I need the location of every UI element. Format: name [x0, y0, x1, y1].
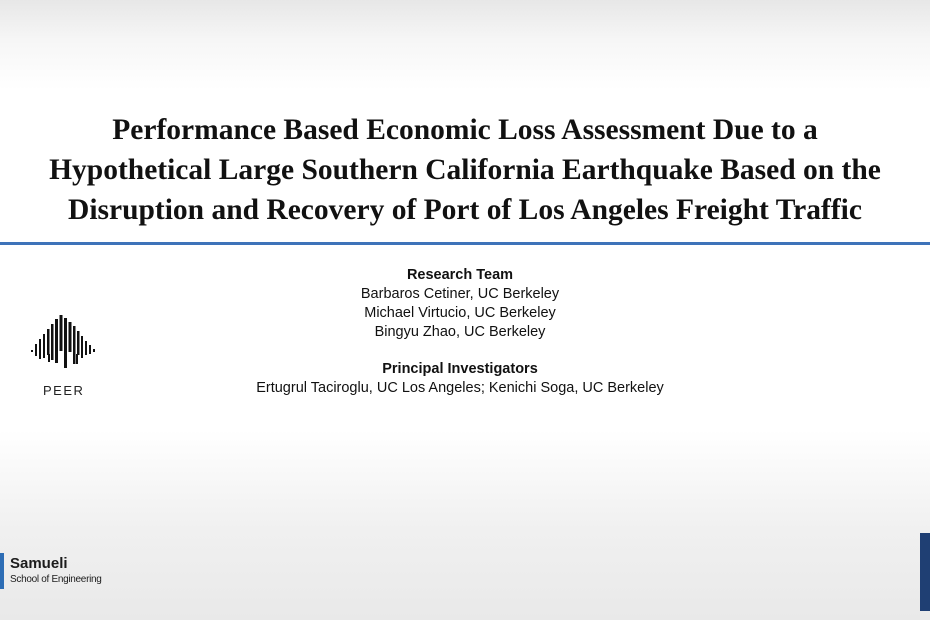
samueli-accent-bar	[0, 553, 4, 589]
samueli-subtitle: School of Engineering	[10, 574, 102, 585]
research-team-heading: Research Team	[406, 267, 514, 283]
title-divider	[0, 242, 930, 245]
principal-investigators-names: Ertugrul Taciroglu, UC Los Angeles; Kenichi Soga, UC Berkeley	[256, 380, 664, 396]
principal-investigators-heading: Principal Investigators	[382, 361, 538, 377]
research-team-block	[220, 266, 700, 342]
principal-investigators-block	[220, 360, 700, 398]
title-line: Hypothetical Large Southern California Earthquake Based on the	[49, 154, 881, 186]
title-line: Performance Based Economic Loss Assessment Due to a	[112, 114, 818, 146]
team-member: Michael Virtucio, UC Berkeley	[364, 305, 556, 321]
slide-title	[0, 110, 930, 230]
peer-logo-label: PEER	[43, 383, 85, 398]
samueli-name: Samueli	[10, 555, 68, 572]
corner-logo-badge	[920, 533, 930, 611]
team-member: Bingyu Zhao, UC Berkeley	[374, 324, 546, 340]
team-member: Barbaros Cetiner, UC Berkeley	[360, 286, 560, 302]
title-line: Disruption and Recovery of Port of Los Angeles Freight Traffic	[68, 194, 862, 226]
